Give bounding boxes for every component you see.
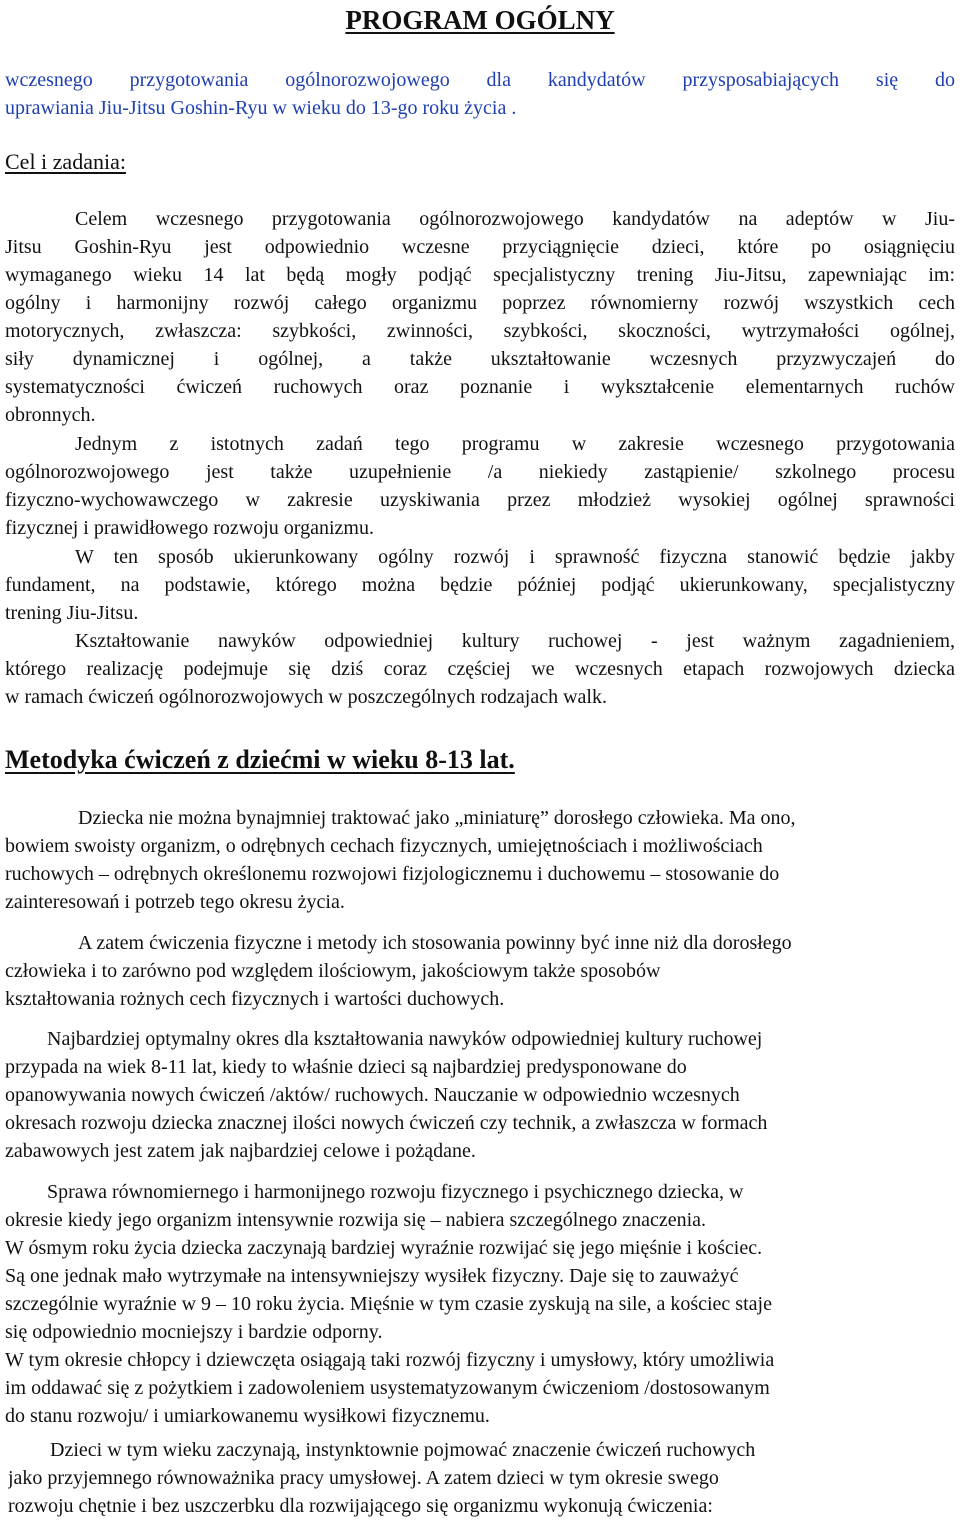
paragraph-line: którego realizację podejmuje się dziś coraz częściej we wczesnych etapach rozwojowych dziecka [5, 658, 955, 680]
paragraph-line: Jitsu Goshin-Ryu jest odpowiednio wczesne przyciągnięcie dzieci, które po osiągnięciu [5, 236, 955, 258]
paragraph-line: W ósmym roku życia dziecka zaczynają bardziej wyraźnie rozwijać się jego mięśnie i kościec. [5, 1237, 763, 1259]
paragraph-line: A zatem ćwiczenia fizyczne i metody ich stosowania powinny być inne niż dla dorosłego [78, 932, 792, 954]
paragraph-line: okresie kiedy jego organizm intensywnie rozwija się – nabiera szczególnego znaczenia. [5, 1209, 707, 1231]
paragraph-line: Jednym z istotnych zadań tego programu w zakresie wczesnego przygotowania [75, 433, 955, 455]
paragraph-line: fizyczno-wychowawczego w zakresie uzyskiwania przez młodzież wysokiej ogólnej sprawności [5, 489, 955, 511]
paragraph-line: Dzieci w tym wieku zaczynają, instynktownie pojmować znaczenie ćwiczeń ruchowych [50, 1439, 756, 1461]
paragraph-line: Sprawa równomiernego i harmonijnego rozwoju fizycznego i psychicznego dziecka, w [47, 1181, 744, 1203]
document-title: PROGRAM OGÓLNY [345, 5, 615, 35]
paragraph-line: w ramach ćwiczeń ogólnorozwojowych w poszczególnych rodzajach walk. [5, 686, 607, 708]
paragraph-line: fundament, na podstawie, którego można będzie później podjąć ukierunkowany, specjalistyczny [5, 574, 955, 596]
paragraph-line: ogólnorozwojowego jest także uzupełnienie /a niekiedy zastąpienie/ szkolnego procesu [5, 461, 955, 483]
paragraph-line: szczególnie wyraźnie w 9 – 10 roku życia. Mięśnie w tym czasie zyskują na sile, a kościec staje [5, 1293, 772, 1315]
paragraph-line: trening Jiu-Jitsu. [5, 602, 139, 624]
paragraph-line: obronnych. [5, 404, 96, 426]
paragraph-line: okresach rozwoju dziecka znacznej ilości nowych ćwiczeń czy technik, a zwłaszcza w formach [5, 1112, 768, 1134]
paragraph-line: jako przyjemnego równoważnika pracy umysłowej. A zatem dzieci w tym okresie swego [8, 1467, 719, 1489]
paragraph-line: W tym okresie chłopcy i dziewczęta osiągają taki rozwój fizyczny i umysłowy, który umożliwia [5, 1349, 775, 1371]
paragraph-line: systematyczności ćwiczeń ruchowych oraz poznanie i wykształcenie elementarnych ruchów [5, 376, 955, 398]
paragraph-line: Dziecka nie można bynajmniej traktować jako „miniaturę” dorosłego człowieka. Ma ono, [78, 807, 796, 829]
paragraph-line: im oddawać się z pożytkiem i zadowoleniem usystematyzowanym ćwiczeniom /dostosowanym [5, 1377, 770, 1399]
paragraph-line: W ten sposób ukierunkowany ogólny rozwój i sprawność fizyczna stanowić będzie jakby [75, 546, 955, 568]
paragraph-line: siły dynamicznej i ogólnej, a także ukształtowanie wczesnych przyzwyczajeń do [5, 348, 955, 370]
paragraph-line: kształtowania rożnych cech fizycznych i wartości duchowych. [5, 988, 505, 1010]
paragraph-line: Najbardziej optymalny okres dla kształtowania nawyków odpowiedniej kultury ruchowej [47, 1028, 763, 1050]
paragraph-line: Celem wczesnego przygotowania ogólnorozwojowego kandydatów na adeptów w Jiu- [75, 208, 955, 230]
paragraph-line: Kształtowanie nawyków odpowiedniej kultury ruchowej - jest ważnym zagadnieniem, [75, 630, 955, 652]
paragraph-line: wymaganego wieku 14 lat będą mogły podjąć specjalistyczny trening Jiu-Jitsu, zapewniając im: [5, 264, 955, 286]
paragraph-line: rozwoju chętnie i bez uszczerbku dla rozwijającego się organizmu wykonują ćwiczenia: [8, 1495, 713, 1517]
paragraph-line: zainteresowań i potrzeb tego okresu życia. [5, 891, 345, 913]
paragraph-line: człowieka i to zarówno pod względem ilościowym, jakościowym także sposobów [5, 960, 661, 982]
subtitle-line: wczesnego przygotowania ogólnorozwojowego dla kandydatów przysposabiających się do [5, 69, 955, 91]
paragraph-line: motorycznych, zwłaszcza: szybkości, zwinności, szybkości, skoczności, wytrzymałości ogólnej, [5, 320, 955, 342]
paragraph-line: przypada na wiek 8-11 lat, kiedy to właśnie dzieci są najbardziej predysponowane do [5, 1056, 687, 1078]
section-heading-cel-i-zadania: Cel i zadania: [5, 149, 126, 174]
paragraph-line: ruchowych – odrębnych określonemu rozwojowi fizjologicznemu i duchowemu – stosowanie do [5, 863, 780, 885]
subtitle-line: uprawiania Jiu-Jitsu Goshin-Ryu w wieku do 13-go roku życia . [5, 97, 517, 119]
paragraph-line: Są one jednak mało wytrzymałe na intensywniejszy wysiłek fizyczny. Daje się to zauważyć [5, 1265, 739, 1287]
paragraph-line: zabawowych jest zatem jak najbardziej celowe i pożądane. [5, 1140, 476, 1162]
paragraph-line: do stanu rozwoju/ i umiarkowanemu wysiłkowi fizycznemu. [5, 1405, 490, 1427]
section-heading-metodyka: Metodyka ćwiczeń z dziećmi w wieku 8-13 lat. [5, 745, 515, 774]
paragraph-line: się odpowiednio mocniejszy i bardzie odporny. [5, 1321, 383, 1343]
paragraph-line: fizycznej i prawidłowego rozwoju organizmu. [5, 517, 374, 539]
paragraph-line: ogólny i harmonijny rozwój całego organizmu poprzez równomierny rozwój wszystkich cech [5, 292, 955, 314]
paragraph-line: opanowywania nowych ćwiczeń /aktów/ ruchowych. Nauczanie w odpowiednio wczesnych [5, 1084, 740, 1106]
paragraph-line: bowiem swoisty organizm, o odrębnych cechach fizycznych, umiejętnościach i możliwościach [5, 835, 763, 857]
